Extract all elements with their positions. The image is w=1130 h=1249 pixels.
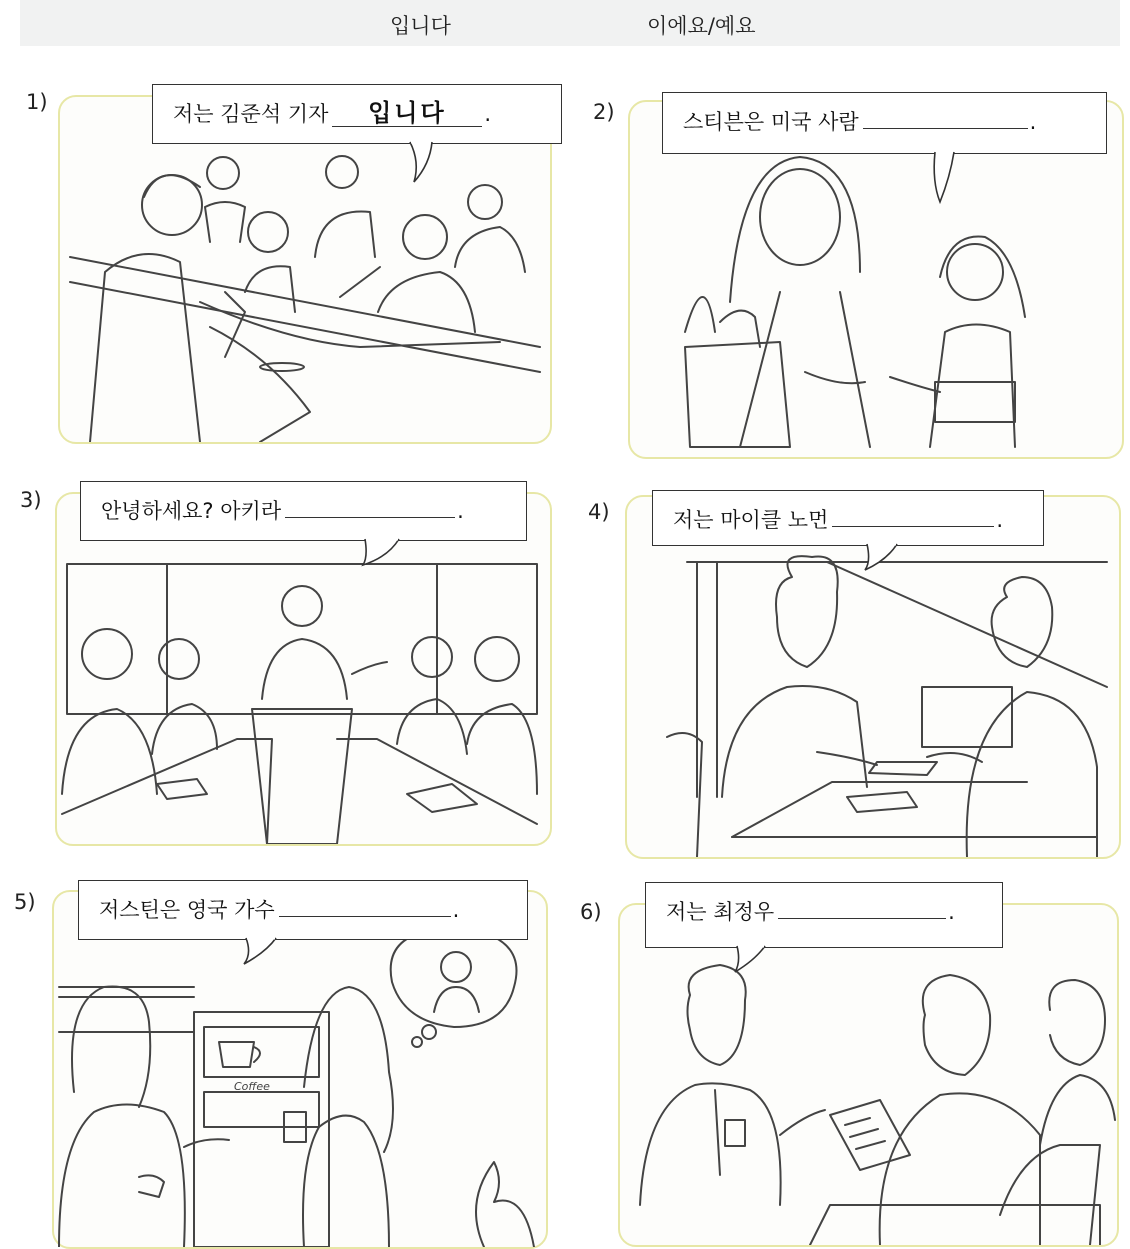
exercise-1-speech-bubble [152,84,562,144]
exercise-3-answer-blank[interactable] [285,517,455,518]
exercise-1-period: . [484,102,492,126]
coffee-sign: Coffee [234,1080,270,1093]
exercise-3-bubble-tail [363,539,403,567]
word-bank-item-2: 이에요/예요 [647,14,756,38]
illustration-shopping-women [630,102,1122,457]
exercise-5-bubble-tail [244,938,280,966]
exercise-3-speech-bubble [80,481,527,541]
exercise-4-bubble-tail [865,544,901,572]
exercise-4-period: . [996,508,1004,532]
illustration-classroom-introduction [57,494,550,844]
exercise-2-answer-blank[interactable] [863,128,1028,129]
word-bank-item-1: 입니다 [390,14,451,38]
exercise-2-speech-bubble [662,92,1107,154]
exercise-3-number: 3) [20,488,42,512]
exercise-1-number: 1) [26,90,48,114]
exercise-5-period: . [452,898,460,922]
exercise-4-number: 4) [588,500,610,524]
exercise-6-answer-blank[interactable] [778,918,946,919]
exercise-3-period: . [457,499,464,523]
exercise-6-bubble-tail [735,946,771,974]
exercise-5-speech-bubble [78,880,528,940]
exercise-2-bubble-tail [930,152,960,204]
exercise-3-panel [55,492,552,846]
exercise-6-number: 6) [580,900,602,924]
illustration-press-conference [60,97,550,442]
exercise-2-number: 2) [593,100,615,124]
exercise-6-prompt: 저는 최정우 [666,900,775,924]
exercise-5-number: 5) [14,890,36,914]
exercise-1-panel [58,95,552,444]
exercise-1-answer-blank[interactable] [332,99,482,127]
exercise-1-answer: 입니다 [368,99,447,127]
exercise-1-bubble-tail [408,142,438,184]
exercise-4-prompt: 저는 마이클 노먼 [673,508,829,532]
exercise-4-answer-blank[interactable] [832,526,994,527]
exercise-1-prompt: 저는 김준석 기자 [173,102,329,126]
exercise-6-speech-bubble [645,882,1003,948]
exercise-6-period: . [948,900,955,924]
exercise-2-prompt: 스티븐은 미국 사람 [683,110,859,134]
illustration-coffee-shop-chat [54,892,546,1247]
exercise-3-prompt: 안녕하세요? 아키라 [101,499,282,523]
exercise-4-speech-bubble [652,490,1044,546]
exercise-5-panel [52,890,548,1249]
exercise-5-answer-blank[interactable] [279,916,451,917]
word-bank [20,0,1120,46]
exercise-6-panel [618,903,1119,1247]
exercise-5-prompt: 저스틴은 영국 가수 [99,898,275,922]
illustration-job-interview [620,905,1117,1245]
exercise-2-period: . [1029,110,1037,134]
